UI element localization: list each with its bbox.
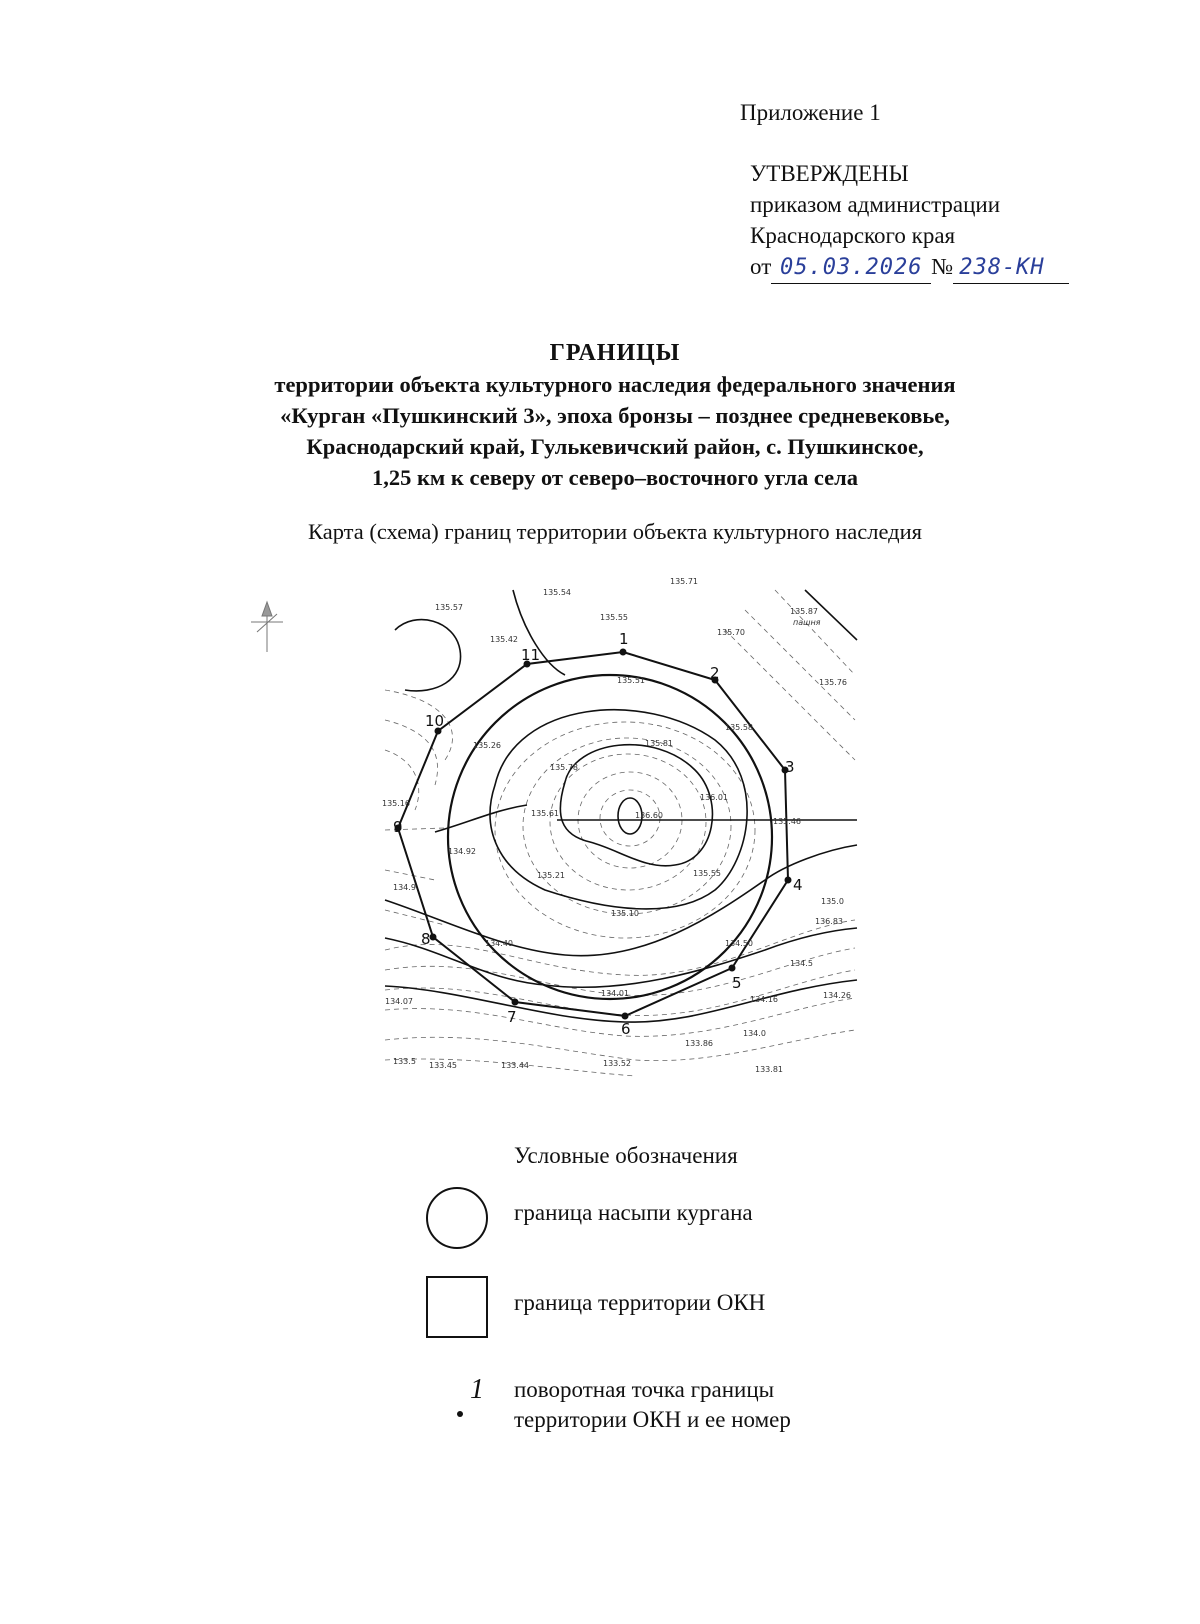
elevation-mark: 134.07 bbox=[385, 997, 413, 1006]
title-main: ГРАНИЦЫ bbox=[549, 340, 681, 366]
approved-line-2: Краснодарского края bbox=[750, 223, 956, 248]
elevation-mark: 134.9 bbox=[393, 883, 416, 892]
turn-point-label: 10 bbox=[425, 712, 445, 730]
appendix-label: Приложение 1 bbox=[740, 100, 881, 125]
turn-point-label: 11 bbox=[521, 646, 541, 664]
elevation-mark: 135.61 bbox=[531, 809, 559, 818]
elevation-mark: 135.51 bbox=[617, 676, 645, 685]
elevation-mark: 135.54 bbox=[543, 588, 571, 597]
title-line-4: 1,25 км к северу от северо–восточного угла села bbox=[371, 465, 859, 490]
turn-points bbox=[395, 649, 792, 1020]
elevation-mark: 135.76 bbox=[819, 678, 847, 687]
turn-point-legend-number: 1 bbox=[470, 1374, 484, 1405]
turn-point-4 bbox=[785, 877, 792, 884]
elevation-mark: 135.58 bbox=[725, 723, 753, 732]
elevation-mark: 133.45 bbox=[429, 1061, 457, 1070]
elevation-mark: 134.26 bbox=[823, 991, 851, 1000]
turn-point-6 bbox=[622, 1013, 629, 1020]
turn-point-8 bbox=[430, 934, 437, 941]
mound-boundary-legend-icon bbox=[426, 1187, 488, 1249]
elevation-mark: 133.86 bbox=[685, 1039, 713, 1048]
north-arrow-icon bbox=[251, 602, 283, 652]
title-line-2: «Курган «Пушкинский 3», эпоха бронзы – позднее средневековье, bbox=[280, 403, 950, 428]
turn-point-label: 9 bbox=[393, 818, 403, 836]
legend-territory-label: граница территории ОКН bbox=[514, 1290, 766, 1315]
order-number: 238-КН bbox=[953, 252, 1069, 284]
elevation-mark: 135.26 bbox=[473, 741, 501, 750]
number-prefix: № bbox=[931, 254, 954, 279]
approval-block bbox=[750, 158, 1069, 284]
elevation-mark: 135.71 bbox=[670, 577, 698, 586]
turn-point-label: 5 bbox=[732, 974, 742, 992]
elevation-mark: 136.60 bbox=[635, 811, 663, 820]
elevation-mark: 133.44 bbox=[501, 1061, 529, 1070]
elevation-mark: 135.55 bbox=[600, 613, 628, 622]
elevation-mark: 135.87 bbox=[790, 607, 818, 616]
turn-point-label: 6 bbox=[621, 1020, 631, 1038]
title-line-1: территории объекта культурного наследия федерального значения bbox=[274, 372, 956, 397]
elevation-mark: 136.83 bbox=[815, 917, 843, 926]
elevation-mark: 135.21 bbox=[537, 871, 565, 880]
elevation-mark: 134.16 bbox=[750, 995, 778, 1004]
title-line-3: Краснодарский край, Гулькевичский район, с. Пушкинское, bbox=[306, 434, 924, 459]
elevation-mark: 134.92 bbox=[448, 847, 476, 856]
elevation-mark: 135.81 bbox=[645, 739, 673, 748]
turn-point-legend-icon bbox=[457, 1411, 463, 1417]
elevation-mark: 135.42 bbox=[490, 635, 518, 644]
turn-point-label: 3 bbox=[785, 758, 795, 776]
approved-date-line bbox=[750, 251, 1069, 284]
elevation-mark: 135.16 bbox=[382, 799, 410, 808]
turn-point-7 bbox=[512, 999, 519, 1006]
approved-title: УТВЕРЖДЕНЫ bbox=[750, 161, 909, 186]
legend-turn-point-line-2: территории ОКН и ее номер bbox=[514, 1407, 791, 1432]
turn-point-label: 7 bbox=[507, 1008, 517, 1026]
turn-point-label: 1 bbox=[619, 630, 629, 648]
mound-boundary bbox=[448, 675, 772, 999]
elevation-mark: 135.55 bbox=[693, 869, 721, 878]
legend-mound-label: граница насыпи кургана bbox=[514, 1200, 753, 1225]
turn-point-label: 4 bbox=[793, 876, 803, 894]
turn-point-1 bbox=[620, 649, 627, 656]
field-label: пашня bbox=[793, 618, 821, 627]
map-subtitle: Карта (схема) границ территории объекта культурного наследия bbox=[308, 519, 922, 544]
document-title bbox=[150, 338, 1080, 493]
legend-turn-point-line-1: поворотная точка границы bbox=[514, 1377, 775, 1402]
turn-point-5 bbox=[729, 965, 736, 972]
elevation-mark: 135.70 bbox=[717, 628, 745, 637]
elevation-mark: 136.01 bbox=[700, 793, 728, 802]
elevation-mark: 135.10 bbox=[611, 909, 639, 918]
turn-point-label: 8 bbox=[421, 930, 431, 948]
elevation-mark: 134.01 bbox=[601, 989, 629, 998]
elevation-mark: 135.78 bbox=[550, 763, 578, 772]
elevation-mark: 135.46 bbox=[773, 817, 801, 826]
elevation-mark: 133.81 bbox=[755, 1065, 783, 1074]
elevation-mark: 134.5 bbox=[790, 959, 813, 968]
boundary-map bbox=[245, 570, 865, 1090]
elevation-mark: 134.50 bbox=[725, 939, 753, 948]
elevation-mark: 134.40 bbox=[485, 939, 513, 948]
territory-boundary-legend-icon bbox=[426, 1276, 488, 1338]
legend-title: Условные обозначения bbox=[514, 1143, 738, 1168]
date-prefix: от bbox=[750, 254, 772, 279]
contour-lines bbox=[385, 590, 855, 1076]
elevation-mark: 135.57 bbox=[435, 603, 463, 612]
turn-point-label: 2 bbox=[710, 664, 720, 682]
legend-turn-point bbox=[514, 1375, 791, 1435]
approved-line-1: приказом администрации bbox=[750, 192, 1001, 217]
elevation-mark: 135.0 bbox=[821, 897, 844, 906]
elevation-mark: 133.5 bbox=[393, 1057, 416, 1066]
order-date: 05.03.2026 bbox=[771, 252, 931, 284]
elevation-mark: 134.0 bbox=[743, 1029, 766, 1038]
elevation-mark: 133.52 bbox=[603, 1059, 631, 1068]
